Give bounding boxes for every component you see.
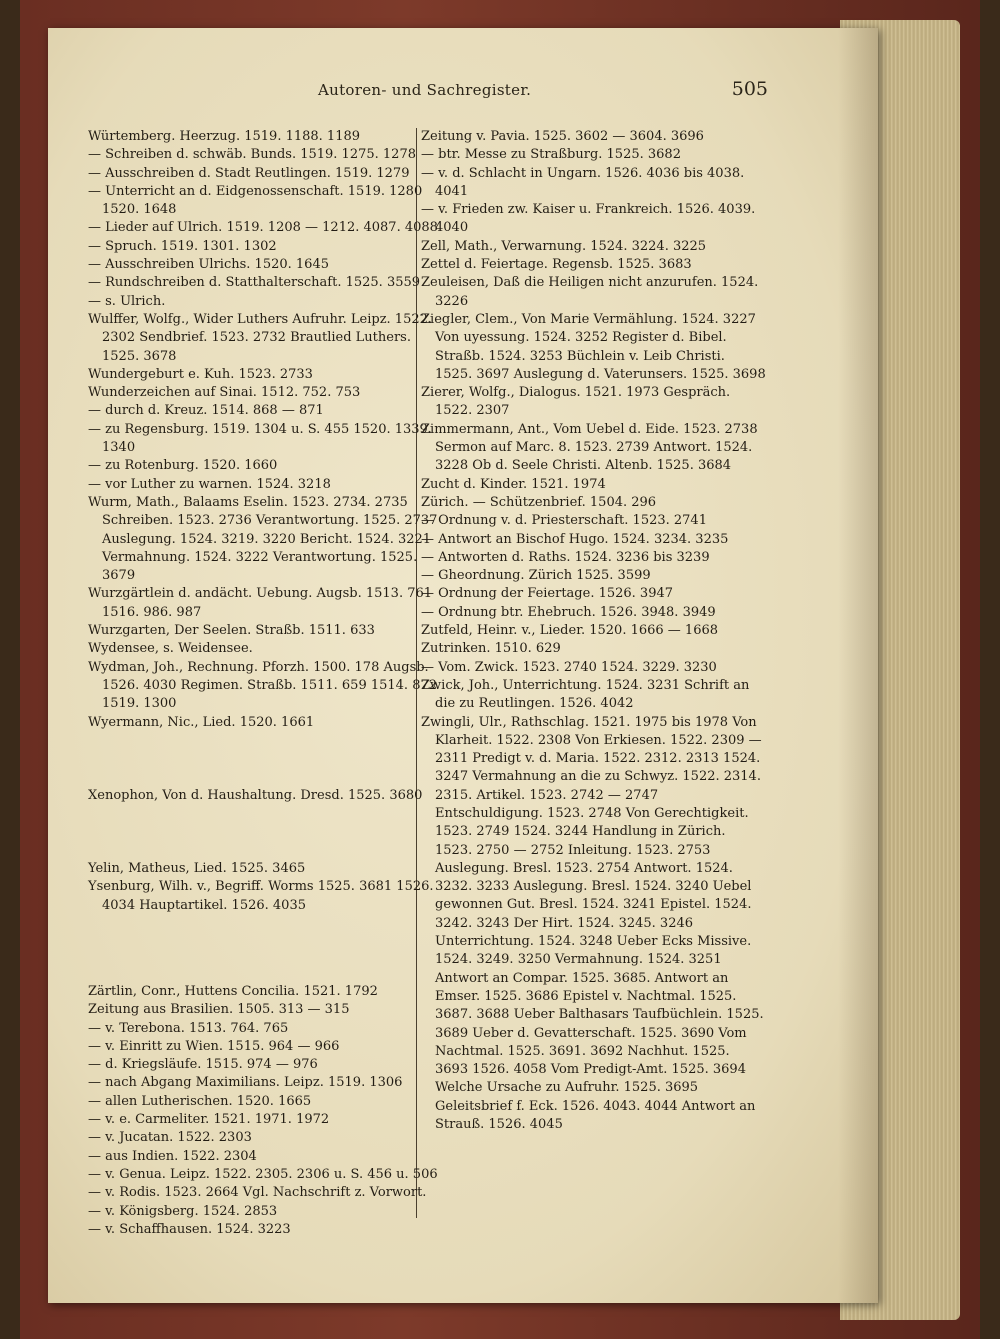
section-y	[88, 860, 448, 915]
index-entry: Zeitung v. Pavia. 1525. 3602 — 3604. 3696	[421, 129, 704, 144]
index-entry: Wurzgärtlein d. andächt. Uebung. Augsb. 1513. 761 1516. 986. 987	[88, 586, 433, 620]
index-entry: — v. Frieden zw. Kaiser u. Frankreich. 1526. 4039. 4040	[421, 202, 756, 236]
index-entry: Zürich. — Schützenbrief. 1504. 296	[421, 494, 657, 510]
index-entry: — v. Schaffhausen. 1524. 3223	[88, 1221, 291, 1237]
index-entry: — Gheordnung. Zürich 1525. 3599	[421, 568, 651, 584]
index-entry: — Unterricht an d. Eidgenossenschaft. 1519. 1280 1520. 1648	[88, 183, 423, 218]
index-entry: — Lieder auf Ulrich. 1519. 1208 — 1212. 4087. 4088	[88, 220, 438, 236]
page-number: 505	[731, 78, 768, 100]
index-entry: Zutfeld, Heinr. v., Lieder. 1520. 1666 — 1668	[421, 623, 719, 639]
index-entry: — v. Jucatan. 1522. 2303	[88, 1130, 252, 1146]
section-x	[88, 787, 448, 805]
index-entry: — Ordnung der Feiertage. 1526. 3947	[421, 586, 674, 602]
index-entry: — v. Königsberg. 1524. 2853	[88, 1203, 278, 1219]
index-entry: — vor Luther zu warnen. 1524. 3218	[88, 476, 331, 492]
index-entry: Wurm, Math., Balaams Eselin. 1523. 2734. 2735 Schreiben. 1523. 2736 Verantwortung. 1525. 2737 Auslegung. 1524. 3219. 3220 Bericht. 1524. 3221 Vermahnung. 1524. 3222 Verantwortung. 1525. 3679	[88, 494, 438, 584]
index-entry: — Antwort an Bischof Hugo. 1524. 3234. 3235	[421, 531, 729, 547]
index-entry: — Spruch. 1519. 1301. 1302	[88, 238, 277, 254]
index-entry: — v. Rodis. 1523. 2664 Vgl. Nachschrift z. Vorwort.	[88, 1185, 427, 1201]
index-entry: — v. Einritt zu Wien. 1515. 964 — 966	[88, 1038, 340, 1054]
index-entry: — aus Indien. 1522. 2304	[88, 1148, 257, 1164]
book-page	[48, 28, 878, 1303]
left-column	[88, 128, 448, 1239]
index-entry: Wydensee, s. Weidensee.	[88, 641, 253, 657]
section-z	[88, 983, 448, 1239]
index-entry: — Ordnung v. d. Priesterschaft. 1523. 2741	[421, 513, 707, 529]
running-title: Autoren- und Sachregister.	[318, 81, 532, 99]
index-entry: — v. e. Carmeliter. 1521. 1971. 1972	[88, 1112, 330, 1128]
index-entry: Wunderzeichen auf Sinai. 1512. 752. 753	[88, 385, 361, 401]
right-column	[421, 128, 766, 1134]
index-entry: — v. Genua. Leipz. 1522. 2305. 2306 u. S. 456 u. 506	[88, 1166, 438, 1182]
index-entry: — v. d. Schlacht in Ungarn. 1526. 4036 bis 4038. 4041	[421, 165, 745, 199]
index-entry: — Ausschreiben Ulrichs. 1520. 1645	[88, 257, 329, 273]
index-entry: Wyermann, Nic., Lied. 1520. 1661	[88, 714, 315, 730]
index-entry: Wydman, Joh., Rechnung. Pforzh. 1500. 178 Augsb. 1526. 4030 Regimen. Straßb. 1511. 659 1514. 872 1519. 1300	[88, 659, 438, 712]
index-entry: — Ordnung btr. Ehebruch. 1526. 3948. 3949	[421, 604, 716, 620]
index-entry: Zwingli, Ulr., Rathschlag. 1521. 1975 bis 1978 Von Klarheit. 1522. 2308 Von Erkiesen. 1522. 2309 — 2311 Predigt v. d. Maria. 1522. 2312. 2313 1524. 3247 Vermahnung an die zu Schwyz. 1522. 2314. 2315. Artikel. 1523. 2742 — 2747 Entschuldigung. 1523. 2748 Von Gerechtigkeit. 1523. 2749 1524. 3244 Handlung in Zürich. 1523. 2750 — 2752 Inleitung. 1523. 2753 Auslegung. Bresl. 1523. 2754 Antwort. 1524. 3232. 3233 Auslegung. Bresl. 1524. 3240 Uebel gewonnen Gut. Bresl. 1524. 3241 Epistel. 1524. 3242. 3243 Der Hirt. 1524. 3245. 3246 Unterrichtung. 1524. 3248 Ueber Ecks Missive. 1524. 3249. 3250 Vermahnung. 1524. 3251 Antwort an Compar. 1525. 3685. Antwort an Emser. 1525. 3686 Epistel v. Nachtmal. 1525. 3687. 3688 Ueber Balthasars Taufbüchlein. 1525. 3689 Ueber d. Gevatterschaft. 1525. 3690 Vom Nachtmal. 1525. 3691. 3692 Nachhut. 1525. 3693 1526. 4058 Vom Predigt-Amt. 1525. 3694 Welche Ursache zu Aufruhr. 1525. 3695 Geleitsbrief f. Eck. 1526. 4043. 4044 Antwort an Strauß. 1526. 4045	[421, 714, 764, 1133]
index-entry: — allen Lutherischen. 1520. 1665	[88, 1093, 312, 1109]
index-entry: Wurzgarten, Der Seelen. Straßb. 1511. 633	[88, 623, 375, 639]
index-entry: — nach Abgang Maximilians. Leipz. 1519. 1306	[88, 1075, 403, 1091]
page-header	[318, 78, 768, 100]
index-entry: Zeuleisen, Daß die Heiligen nicht anzurufen. 1524. 3226	[421, 275, 759, 309]
index-entry: — s. Ulrich.	[88, 293, 166, 309]
index-entry: — Ausschreiben d. Stadt Reutlingen. 1519. 1279	[88, 165, 410, 181]
index-entry: Wulffer, Wolfg., Wider Luthers Aufruhr. Leipz. 1522. 2302 Sendbrief. 1523. 2732 Brautlied Luthers. 1525. 3678	[88, 311, 433, 364]
section-w	[88, 128, 448, 732]
index-entry: — Rundschreiben d. Statthalterschaft. 1525. 3559	[88, 275, 421, 291]
index-entry: Zimmermann, Ant., Vom Uebel d. Eide. 1523. 2738 Sermon auf Marc. 8. 1523. 2739 Antwort. 1524. 3228 Ob d. Seele Christi. Altenb. 1525. 3684	[421, 421, 758, 474]
index-entry: Xenophon, Von d. Haushaltung. Dresd. 1525. 3680	[88, 787, 423, 803]
index-entry: — zu Rotenburg. 1520. 1660	[88, 458, 278, 474]
index-entry: Zutrinken. 1510. 629	[421, 641, 561, 657]
index-entry: — Schreiben d. schwäb. Bunds. 1519. 1275. 1278	[88, 147, 416, 163]
index-entry: — durch d. Kreuz. 1514. 868 — 871	[88, 403, 324, 419]
index-entry: Zell, Math., Verwarnung. 1524. 3224. 3225	[421, 238, 707, 254]
index-entry: — zu Regensburg. 1519. 1304 u. S. 455 1520. 1339. 1340	[88, 421, 432, 456]
index-entry: Würtemberg. Heerzug. 1519. 1188. 1189	[88, 129, 361, 144]
index-entry: — d. Kriegsläufe. 1515. 974 — 976	[88, 1057, 318, 1073]
index-entry: — Vom. Zwick. 1523. 2740 1524. 3229. 3230	[421, 659, 717, 675]
index-entry: Zierer, Wolfg., Dialogus. 1521. 1973 Gespräch. 1522. 2307	[421, 385, 731, 419]
index-entry: Zettel d. Feiertage. Regensb. 1525. 3683	[421, 257, 692, 273]
index-entry: Ysenburg, Wilh. v., Begriff. Worms 1525. 3681 1526. 4034 Hauptartikel. 1526. 4035	[88, 879, 434, 913]
index-entry: Yelin, Matheus, Lied. 1525. 3465	[88, 861, 306, 877]
index-entry: Zucht d. Kinder. 1521. 1974	[421, 476, 606, 492]
index-entry: Ziegler, Clem., Von Marie Vermählung. 1524. 3227 Von uyessung. 1524. 3252 Register d. Bibel. Straßb. 1524. 3253 Büchlein v. Leib Christi. 1525. 3697 Auslegung d. Vaterunsers. 1525. 3698	[421, 311, 766, 382]
index-entry: Wundergeburt e. Kuh. 1523. 2733	[88, 366, 313, 382]
index-entry: — btr. Messe zu Straßburg. 1525. 3682	[421, 147, 681, 163]
index-entry: Zwick, Joh., Unterrichtung. 1524. 3231 Schrift an die zu Reutlingen. 1526. 4042	[421, 677, 750, 712]
index-entry: — v. Terebona. 1513. 764. 765	[88, 1020, 289, 1036]
index-entry: Zeitung aus Brasilien. 1505. 313 — 315	[88, 1002, 350, 1018]
index-entry: Zärtlin, Conr., Huttens Concilia. 1521. 1792	[88, 983, 378, 999]
index-entry: — Antworten d. Raths. 1524. 3236 bis 3239	[421, 549, 710, 565]
